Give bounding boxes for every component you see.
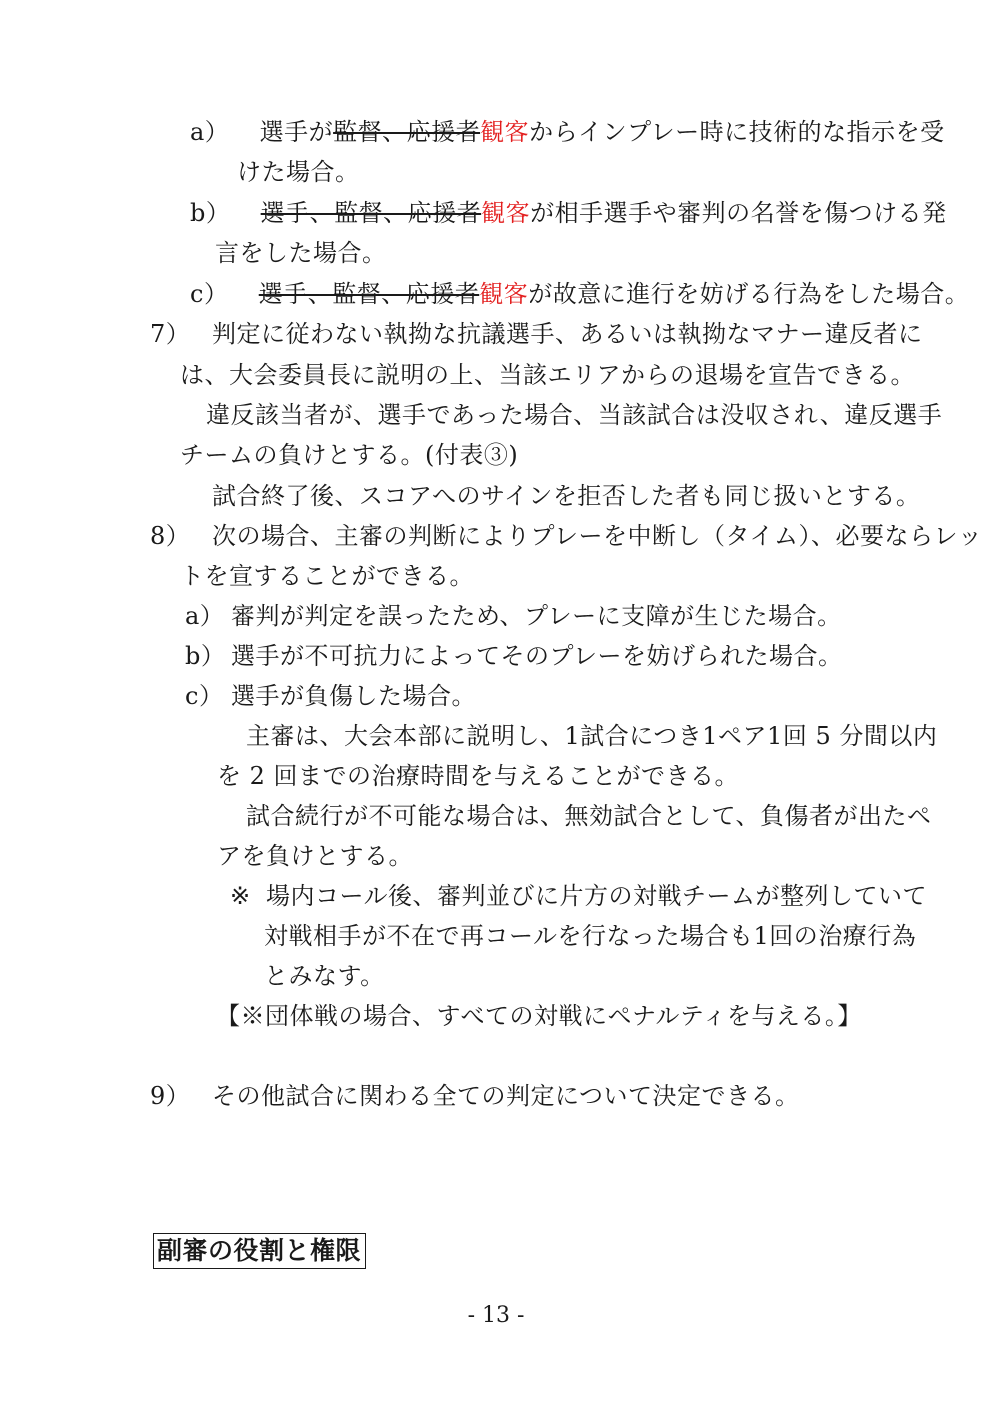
item-label: b）: [185, 642, 226, 670]
text-segment: が故意に進行を妨げる行為をした場合。: [528, 280, 970, 308]
item-8-para-3: 試合続行が不可能な場合は、無効試合として、負傷者が出たペ: [246, 802, 932, 830]
item-8-c: [185, 680, 476, 712]
item-8-line-1: [150, 520, 982, 552]
item-8-note-3: とみなす。: [264, 962, 385, 990]
item-7-line-5: 試合終了後、スコアへのサインを拒否した者も同じ扱いとする。: [212, 482, 921, 510]
item-8-para-4: アを負けとする。: [217, 842, 413, 870]
item-c-revision: [190, 278, 969, 310]
item-7-line-2: は、大会委員長に説明の上、当該エリアからの退場を宣告できる。: [180, 361, 915, 389]
item-8-note-1: [230, 880, 927, 912]
struck-text: 選手、監督、応援者: [258, 280, 480, 308]
item-number: 7）: [150, 320, 191, 348]
item-7-line-4: チームの負けとする。(付表③): [180, 441, 519, 469]
item-label: b）: [190, 199, 231, 227]
item-a-continuation: けた場合。: [237, 158, 360, 186]
struck-text: 監督、応援者: [333, 118, 481, 146]
page-number: - 13 -: [467, 1303, 525, 1328]
item-text: 選手が負傷した場合。: [231, 682, 476, 710]
item-label: c）: [185, 682, 224, 710]
note-text: 場内コール後、審判並びに片方の対戦チームが整列していて: [266, 882, 928, 910]
item-8-line-2: トを宣することができる。: [180, 562, 474, 590]
paragraph-text: その他試合に関わる全ての判定について決定できる。: [212, 1082, 800, 1110]
text-segment: からインプレー時に技術的な指示を受: [529, 118, 945, 146]
item-label: a）: [190, 118, 230, 146]
item-8-note-2: 対戦相手が不在で再コールを行なった場合も1回の治療行為: [264, 922, 917, 950]
struck-text: 選手、監督、応援者: [260, 199, 482, 227]
item-8-para-1: 主審は、大会本部に説明し、1試合につき1ペア1回 5 分間以内: [246, 722, 938, 750]
item-label: a）: [185, 602, 225, 630]
item-7-line-1: [150, 318, 923, 350]
text-segment: が相手選手や審判の名誉を傷つける発: [530, 199, 947, 227]
item-8-para-2: を 2 回までの治療時間を与えることができる。: [217, 762, 740, 790]
item-b-revision: [190, 197, 947, 229]
inserted-text: 観客: [481, 199, 531, 227]
item-8-b: [185, 640, 843, 672]
inserted-text: 観客: [480, 118, 530, 146]
item-b-continuation: 言をした場合。: [215, 239, 387, 267]
item-number: 8）: [150, 522, 191, 550]
item-8-bracket-note: 【※団体戦の場合、すべての対戦にペナルティを与える。】: [216, 1002, 862, 1030]
item-7-line-3: 違反該当者が、選手であった場合、当該試合は没収され、違反選手: [206, 401, 943, 429]
note-mark: ※: [230, 882, 251, 910]
item-text: 審判が判定を誤ったため、プレーに支障が生じた場合。: [231, 602, 842, 630]
paragraph-text: 次の場合、主審の判断によりプレーを中断し（タイム）、必要ならレッ: [212, 522, 983, 550]
item-number: 9）: [150, 1082, 191, 1110]
paragraph-text: 判定に従わない執拗な抗議選手、あるいは執拗なマナー違反者に: [212, 320, 923, 348]
inserted-text: 観客: [479, 280, 529, 308]
item-9: [150, 1080, 800, 1112]
item-text: 選手が不可抗力によってそのプレーを妨げられた場合。: [231, 642, 843, 670]
item-a-revision: [190, 116, 945, 148]
section-heading: 副審の役割と権限: [153, 1233, 366, 1269]
text-segment: 選手が: [259, 118, 334, 146]
item-label: c）: [190, 280, 229, 308]
item-8-a: [185, 600, 842, 632]
